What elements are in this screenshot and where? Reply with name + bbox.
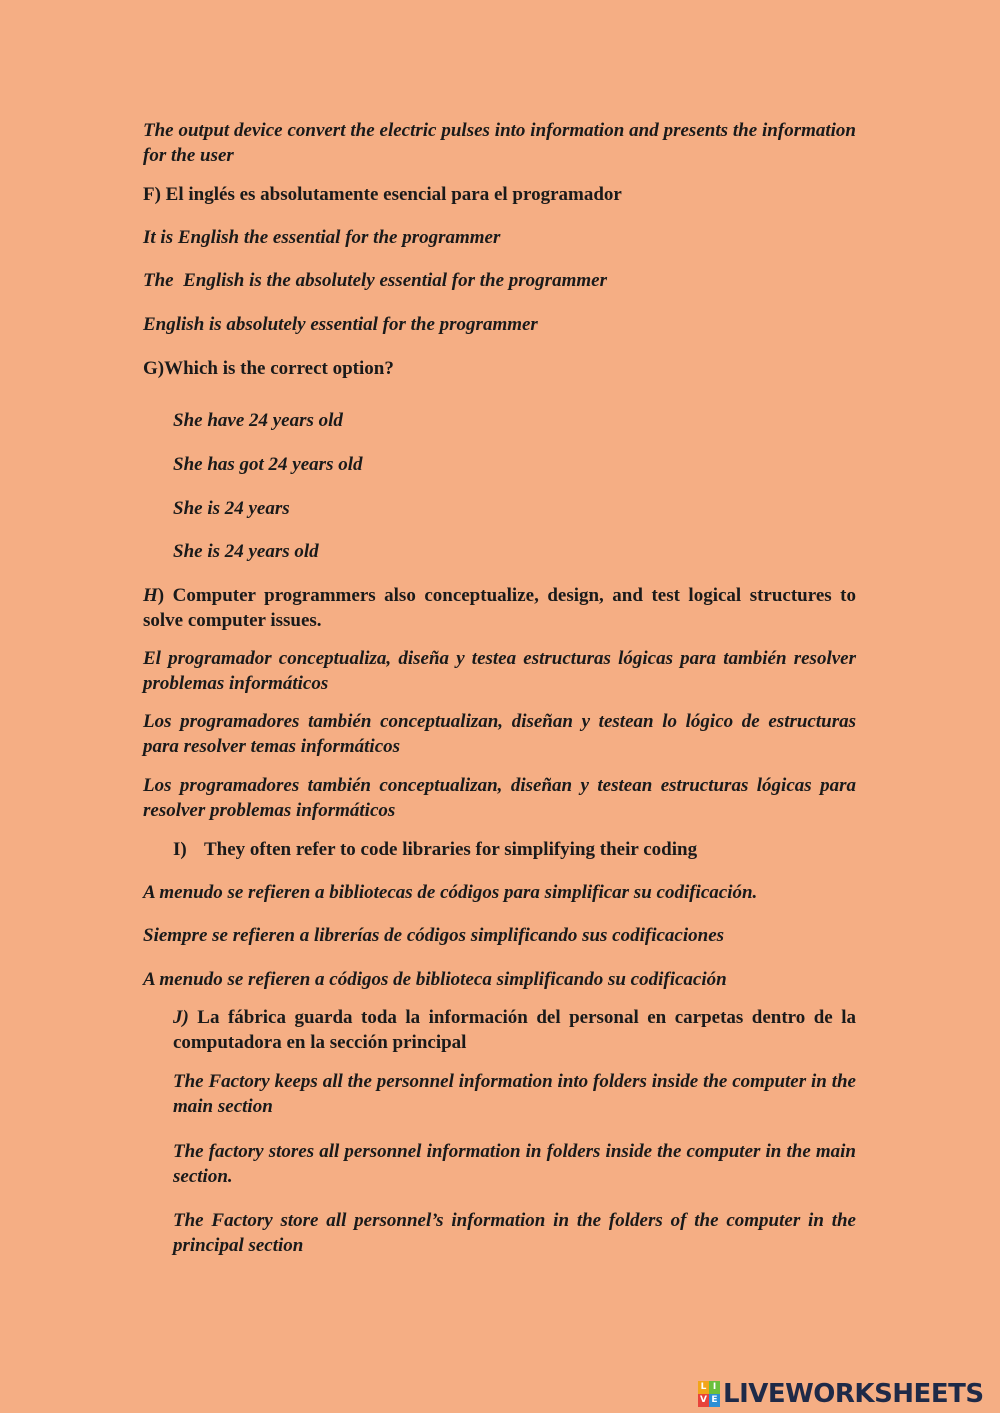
logo-badge-letter: E xyxy=(709,1394,720,1407)
question-h-text: ) Computer programmers also conceptualize, design, and test logical structures to solve computer issues. xyxy=(143,585,856,631)
answer-option-g-1[interactable]: She have 24 years old xyxy=(173,410,343,431)
answer-option-e[interactable]: The output device convert the electric pulses into information and presents the information for the user xyxy=(143,120,856,166)
question-j-label: J) xyxy=(173,1007,189,1028)
answer-option-g-3[interactable]: She is 24 years xyxy=(173,498,290,519)
question-h-label: H xyxy=(143,585,158,606)
answer-option-h-2[interactable]: Los programadores también conceptualizan, diseñan y testean lo lógico de estructuras para resolver temas informáticos xyxy=(143,711,856,757)
answer-option-f-3[interactable]: English is absolutely essential for the programmer xyxy=(143,314,538,335)
answer-option-f-2[interactable]: The English is the absolutely essential for the programmer xyxy=(143,270,607,291)
question-i-text: They often refer to code libraries for simplifying their coding xyxy=(204,839,698,860)
answer-option-j-3[interactable]: The Factory store all personnel’s information in the folders of the computer in the principal section xyxy=(173,1210,856,1256)
logo-badge-letter: L xyxy=(698,1381,709,1394)
logo-badge-letter: I xyxy=(709,1381,720,1394)
answer-option-j-1[interactable]: The Factory keeps all the personnel information into folders inside the computer in the main section xyxy=(173,1071,856,1117)
answer-option-i-3[interactable]: A menudo se refieren a códigos de biblioteca simplificando su codificación xyxy=(143,969,727,990)
question-i xyxy=(173,837,856,862)
question-i-label: I) xyxy=(173,839,187,860)
answer-option-i-1[interactable]: A menudo se refieren a bibliotecas de códigos para simplificar su codificación. xyxy=(143,882,758,903)
logo-badge-letter: V xyxy=(698,1394,709,1407)
question-j xyxy=(173,1005,856,1055)
answer-option-j-2[interactable]: The factory stores all personnel information in folders inside the computer in the main section. xyxy=(173,1141,856,1187)
answer-option-g-2[interactable]: She has got 24 years old xyxy=(173,454,363,475)
liveworksheets-logo xyxy=(698,1379,984,1409)
question-f: F) El inglés es absolutamente esencial para el programador xyxy=(143,184,622,205)
answer-option-i-2[interactable]: Siempre se refieren a librerías de códigos simplificando sus codificaciones xyxy=(143,925,725,946)
question-h xyxy=(143,583,856,633)
answer-option-h-3[interactable]: Los programadores también conceptualizan, diseñan y testean estructuras lógicas para resolver problemas informáticos xyxy=(143,775,856,821)
answer-option-g-4[interactable]: She is 24 years old xyxy=(173,541,319,562)
logo-badge-icon xyxy=(698,1381,720,1407)
question-g: G)Which is the correct option? xyxy=(143,358,394,379)
answer-option-h-1[interactable]: El programador conceptualiza, diseña y testea estructuras lógicas para también resolver problemas informáticos xyxy=(143,648,856,694)
logo-text: LIVEWORKSHEETS xyxy=(723,1379,984,1409)
answer-option-f-1[interactable]: It is English the essential for the programmer xyxy=(143,227,501,248)
question-j-text: La fábrica guarda toda la información del personal en carpetas dentro de la computadora en la sección principal xyxy=(173,1007,856,1053)
